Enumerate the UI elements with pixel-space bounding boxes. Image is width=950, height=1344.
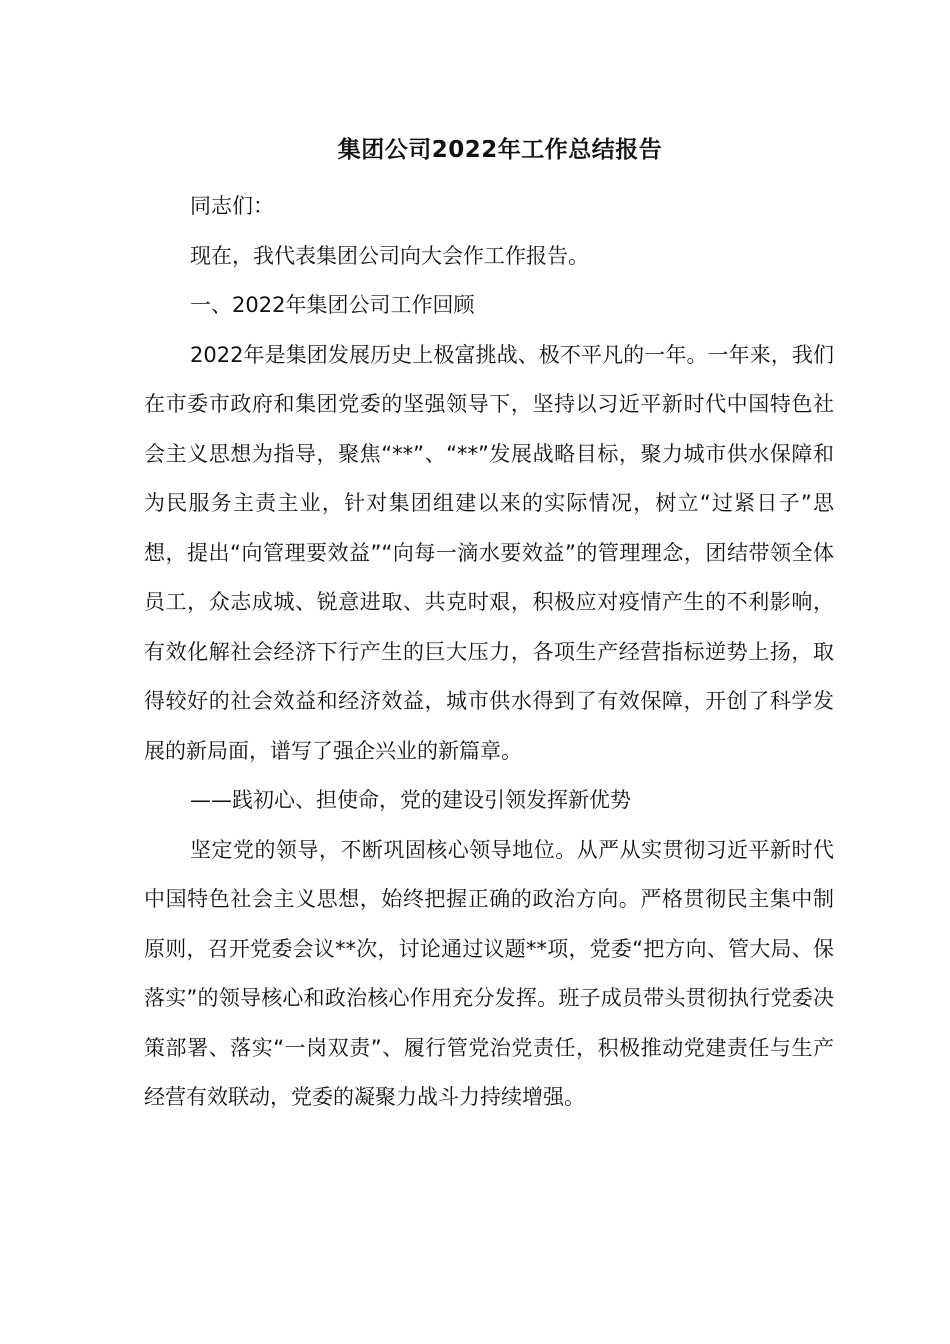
- document-body: [144, 182, 834, 1123]
- document-title: 集团公司2022年工作总结报告: [337, 137, 663, 163]
- party-leadership-paragraph: 坚定党的领导，不断巩固核心领导地位。从严从实贯彻习近平新时代中国特色社会主义思想，始终把握正确的政治方向。严格贯彻民主集中制原则，召开党委会议**次，讨论通过议题**项，党委“把方向、管大局、保落实”的领导核心和政治核心作用充分发挥。班子成员带头贯彻执行党委决策部署、落实“一岗双责”、履行管党治党责任，积极推动党建责任与生产经营有效联动，党委的凝聚力战斗力持续增强。: [144, 837, 834, 1109]
- review-paragraph: 2022年是集团发展历史上极富挑战、极不平凡的一年。一年来，我们在市委市政府和集团党委的坚强领导下，坚持以习近平新时代中国特色社会主义思想为指导，聚焦“**”、“**”发展战略目标，聚力城市供水保障和为民服务主责主业，针对集团组建以来的实际情况，树立“过紧日子”思想，提出“向管理要效益”“向每一滴水要效益”的管理理念，团结带领全体员工，众志成城、锐意进取、共克时艰，积极应对疫情产生的不利影响，有效化解社会经济下行产生的巨大压力，各项生产经营指标逆势上扬，取得较好的社会效益和经济效益，城市供水得到了有效保障，开创了科学发展的新局面，谱写了强企兴业的新篇章。: [144, 342, 834, 763]
- opening-paragraph: 现在，我代表集团公司向大会作工作报告。: [190, 243, 589, 268]
- salutation: 同志们：: [190, 194, 274, 218]
- section-heading: 一、2022年集团公司工作回顾: [190, 293, 475, 317]
- subsection-heading: ——践初心、担使命，党的建设引领发挥新优势: [190, 788, 631, 812]
